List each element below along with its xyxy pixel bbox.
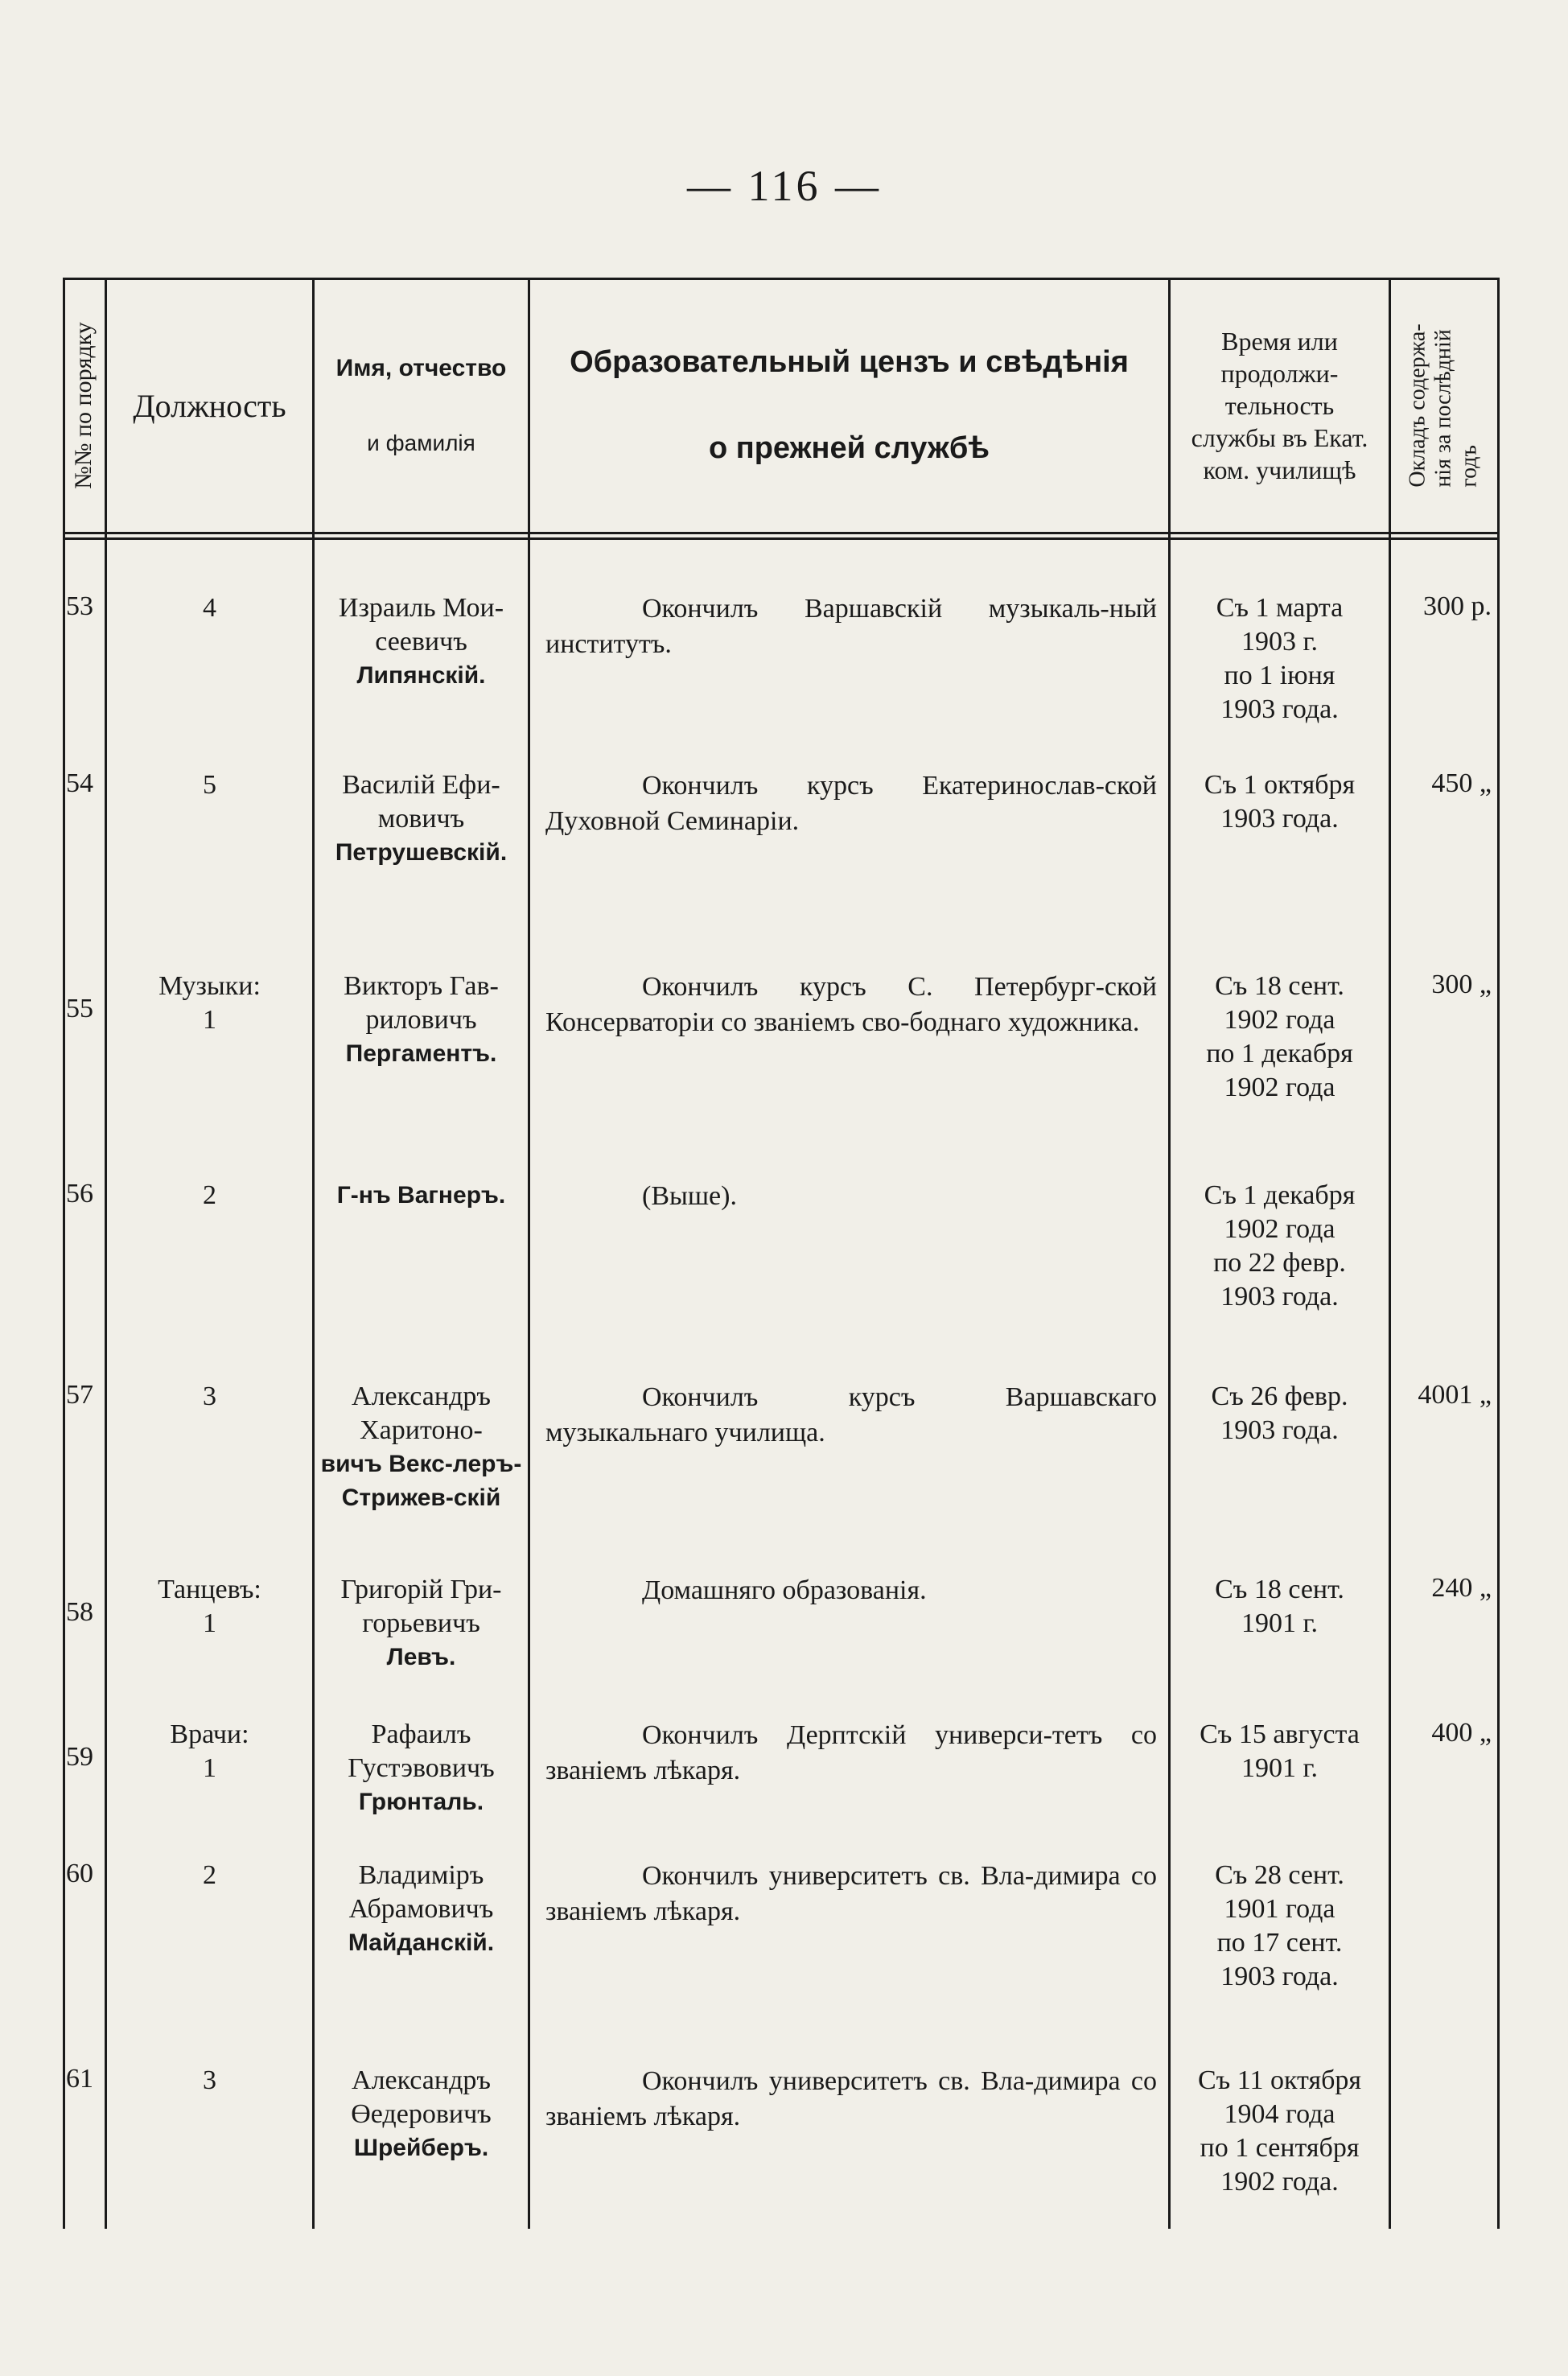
name-patronymic: Харитоно- [360, 1415, 483, 1445]
education-text: Окончилъ Варшавскій музыкаль-ный институтъ. [545, 594, 1157, 659]
name-surname: Г-нъ Вагнеръ. [336, 1182, 506, 1209]
row-name [315, 1859, 528, 1960]
header-period [1171, 278, 1389, 533]
row-name [315, 1718, 528, 1819]
row-name [315, 591, 528, 693]
position-number: 3 [203, 2065, 216, 2095]
row-salary: 240 „ [1431, 1573, 1492, 1603]
education-text: Окончилъ университетъ св. Вла-димира со званіемъ лѣкаря. [545, 2066, 1157, 2131]
header-education [530, 278, 1168, 533]
row-period: Съ 28 сент. 1901 года по 17 сент. 1903 года. [1215, 1860, 1344, 1991]
col-border-name [528, 278, 530, 2229]
name-surname: Левъ. [386, 1644, 456, 1670]
row-period: Съ 1 октября 1903 года. [1204, 770, 1356, 834]
row-period: Съ 1 марта 1903 г. по 1 іюня 1903 года. [1216, 593, 1344, 724]
header-name-line2: и фамилія [367, 430, 475, 455]
position-number: 2 [203, 1860, 216, 1890]
header-salary-label [1405, 323, 1483, 487]
education-text: Окончилъ курсъ Варшавскаго музыкальнаго училища. [545, 1382, 1157, 1447]
row-position [107, 1179, 312, 1213]
row-position [107, 591, 312, 625]
header-name-line1: Имя, отчество [335, 355, 507, 381]
name-first: Рафаилъ [371, 1719, 471, 1749]
position-number: 4 [203, 593, 216, 623]
row-number: 53 [66, 591, 93, 621]
row-education [545, 591, 1157, 662]
row-name [315, 970, 528, 1071]
row-period: Съ 1 декабря 1902 года по 22 февр. 1903 года. [1204, 1180, 1356, 1312]
row-education [545, 1380, 1157, 1451]
education-text: Окончилъ университетъ св. Вла-димира со званіемъ лѣкаря. [545, 1861, 1157, 1926]
name-patronymic: Өедеровичъ [351, 2099, 492, 2129]
row-position [107, 768, 312, 802]
name-surname: Грюнталь. [358, 1789, 484, 1815]
name-surname: Пергаментъ. [345, 1040, 497, 1067]
name-patronymic: горьевичъ [362, 1608, 480, 1638]
staff-table [63, 278, 1500, 2229]
row-period: Съ 18 сент. 1902 года по 1 декабря 1902 года [1206, 971, 1353, 1102]
row-name [315, 1573, 528, 1674]
row-salary: 4001 „ [1418, 1380, 1492, 1410]
name-surname: вичъ Векс-леръ-Стрижев-скій [320, 1451, 522, 1511]
header-number-label: №№ по порядку [70, 322, 97, 489]
name-first: Викторъ Гав- [344, 971, 499, 1001]
education-text: Окончилъ Дерптскій универси-тетъ со званіемъ лѣкаря. [545, 1720, 1157, 1785]
name-surname: Липянскій. [356, 662, 486, 689]
row-number: 60 [66, 1859, 93, 1888]
name-surname: Майданскій. [348, 1929, 495, 1956]
position-number: 2 [203, 1180, 216, 1210]
name-patronymic: риловичъ [365, 1005, 477, 1035]
row-position [107, 2064, 312, 2098]
position-number: 5 [203, 770, 216, 800]
row-salary: 450 „ [1431, 768, 1492, 798]
header-salary-line2: нія за послѣдній [1431, 329, 1456, 488]
row-number: 54 [66, 768, 93, 798]
header-salary [1391, 278, 1497, 533]
row-position [107, 1859, 312, 1892]
row-number: 55 [66, 994, 93, 1023]
education-text: Окончилъ курсъ С. Петербург-ской Консерваторіи со званіемъ сво-боднаго художника. [545, 972, 1157, 1037]
row-education [545, 1179, 1157, 1214]
col-border-number [105, 278, 107, 2229]
row-number: 58 [66, 1597, 93, 1627]
row-name [315, 1380, 528, 1515]
header-position-label: Должность [133, 387, 286, 424]
row-education [545, 1573, 1157, 1608]
header-rule-double [63, 537, 1500, 540]
position-number: 1 [203, 1005, 216, 1035]
header-salary-line1: Окладъ содержа- [1405, 323, 1430, 488]
row-salary: 400 „ [1431, 1718, 1492, 1748]
row-education [545, 768, 1157, 839]
row-education [545, 1718, 1157, 1789]
position-number: 1 [203, 1608, 216, 1638]
name-patronymic: мовичъ [377, 804, 465, 834]
name-first: Григорій Гри- [340, 1575, 502, 1604]
position-title: Танцевъ: [158, 1575, 261, 1604]
row-education [545, 1859, 1157, 1929]
header-education-line2: о прежней службѣ [709, 431, 990, 465]
col-border-left [63, 278, 65, 2229]
row-name [315, 1179, 528, 1213]
header-number [63, 278, 105, 533]
row-period: Съ 15 августа 1901 г. [1200, 1719, 1360, 1783]
position-number: 1 [203, 1753, 216, 1783]
education-text: (Выше). [642, 1181, 737, 1211]
name-first: Владиміръ [358, 1860, 484, 1890]
col-border-period [1389, 278, 1391, 2229]
name-first: Александръ [352, 1382, 491, 1411]
col-border-right [1497, 278, 1500, 2229]
name-first: Василій Ефи- [342, 770, 500, 800]
row-period: Съ 18 сент. 1901 г. [1215, 1575, 1344, 1638]
header-salary-line3: годъ [1457, 444, 1482, 488]
row-number: 57 [66, 1380, 93, 1410]
row-salary: 300 „ [1431, 970, 1492, 999]
header-period-label: Время или продолжи-тельность службы въ Екат. ком. училищѣ [1191, 327, 1368, 484]
header-position [107, 278, 312, 533]
row-position [107, 970, 312, 1037]
position-title: Музыки: [158, 971, 261, 1001]
row-position [107, 1573, 312, 1641]
education-text: Окончилъ курсъ Екатеринослав-ской Духовной Семинаріи. [545, 771, 1157, 836]
name-surname: Шрейберъ. [353, 2135, 489, 2161]
row-position [107, 1718, 312, 1785]
position-title: Врачи: [170, 1719, 249, 1749]
row-education [545, 2064, 1157, 2135]
row-position [107, 1380, 312, 1414]
name-patronymic: Абрамовичъ [348, 1894, 494, 1924]
name-surname: Петрушевскій. [335, 839, 508, 866]
name-first: Израиль Мои- [338, 593, 504, 623]
row-period: Съ 11 октября 1904 года по 1 сентября 1902 года. [1197, 2065, 1362, 2197]
row-education [545, 970, 1157, 1040]
name-patronymic: сеевичъ [375, 627, 467, 657]
name-patronymic: Густэвовичъ [348, 1753, 495, 1783]
header-education-line1: Образовательный цензъ и свѣдѣнія [570, 345, 1129, 379]
position-number: 3 [203, 1382, 216, 1411]
row-number: 59 [66, 1742, 93, 1772]
row-salary: 300 р. [1423, 591, 1492, 621]
row-name [315, 2064, 528, 2165]
row-number: 56 [66, 1179, 93, 1209]
row-number: 61 [66, 2064, 93, 2094]
row-period: Съ 26 февр. 1903 года. [1211, 1382, 1348, 1445]
header-name [315, 278, 528, 533]
name-first: Александръ [352, 2065, 491, 2095]
page-number: — 116 — [687, 162, 882, 210]
education-text: Домашняго образованія. [642, 1575, 927, 1605]
row-name [315, 768, 528, 870]
